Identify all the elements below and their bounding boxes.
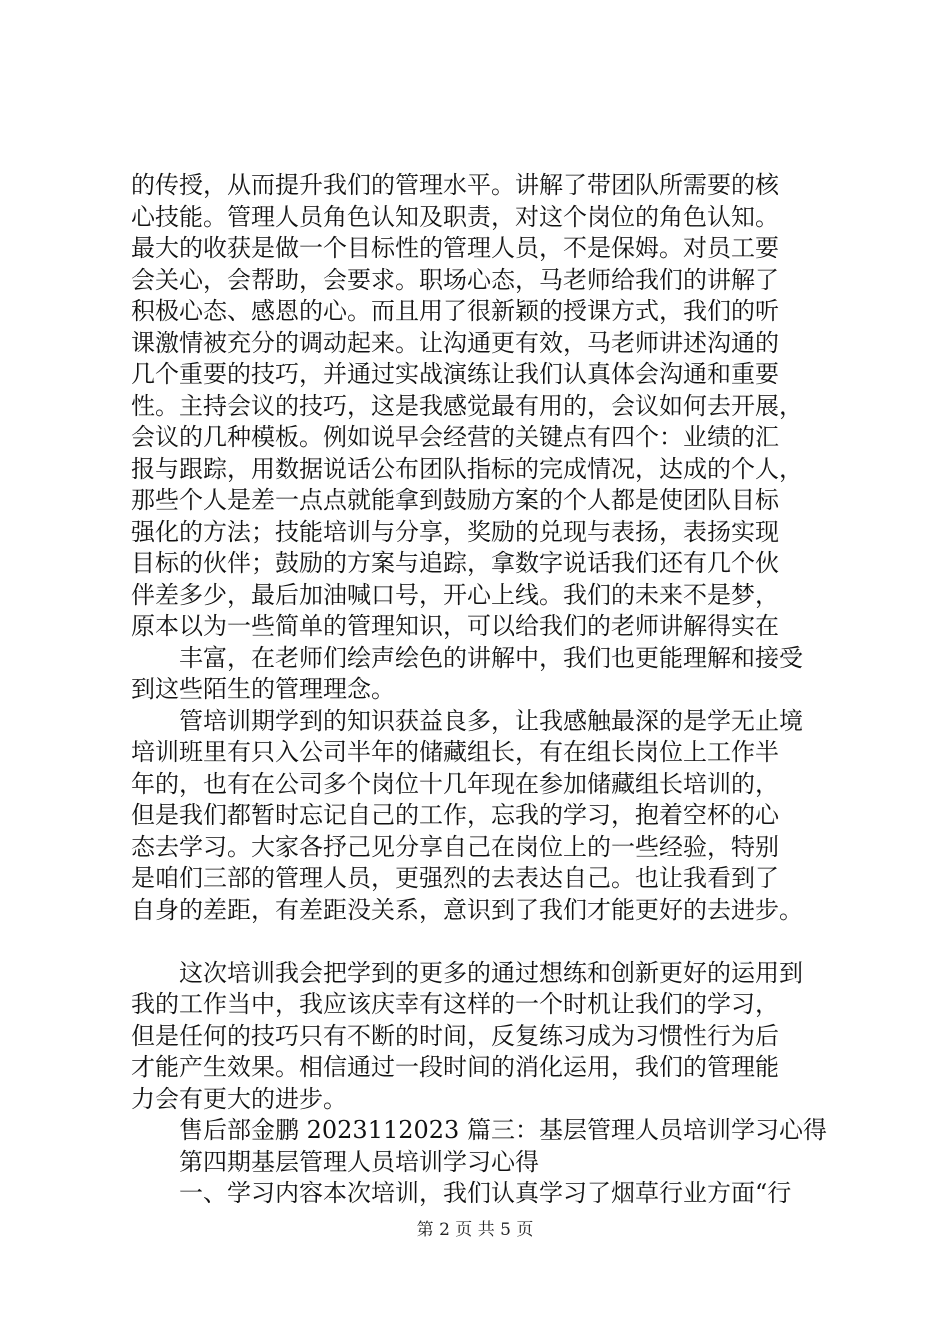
body-text xyxy=(131,170,861,1210)
text-line: 年的，也有在公司多个岗位十几年现在参加储藏组长培训的， xyxy=(131,769,779,798)
text-line: 那些个人是差一点点就能拿到鼓励方案的个人都是使团队目标 xyxy=(131,486,779,514)
text-line: 丰富，在老师们绘声绘色的讲解中，我们也更能理解和接受 xyxy=(179,643,803,672)
text-line: 报与跟踪，用数据说话公布团队指标的完成情况，达成的个人， xyxy=(131,454,803,483)
paragraph-5: 售后部金鹏 2023112023 篇三：基层管理人员培训学习心得 xyxy=(179,1116,827,1144)
text-line: 力会有更大的进步。 xyxy=(131,1084,347,1113)
paragraph-4 xyxy=(131,958,861,1116)
text-line: 伴差多少，最后加油喊口号，开心上线。我们的未来不是梦， xyxy=(131,580,779,609)
text-line: 态去学习。大家各抒己见分享自己在岗位上的一些经验，特别 xyxy=(131,832,779,861)
text-line: 的传授，从而提升我们的管理水平。讲解了带团队所需要的核 xyxy=(131,171,779,199)
text-line: 几个重要的技巧，并通过实战演练让我们认真体会沟通和重要 xyxy=(131,360,779,388)
text-line: 培训班里有只入公司半年的储藏组长，有在组长岗位上工作半 xyxy=(131,738,779,766)
paragraph-7: 一、学习内容本次培训，我们认真学习了烟草行业方面“行 xyxy=(179,1179,792,1207)
text-line: 但是我们都暂时忘记自己的工作，忘我的学习，抱着空杯的心 xyxy=(131,801,779,829)
text-line: 心技能。管理人员角色认知及职责，对这个岗位的角色认知。 xyxy=(131,202,779,231)
text-line: 最大的收获是做一个目标性的管理人员，不是保姆。对员工要 xyxy=(131,234,779,262)
text-line: 目标的伙伴；鼓励的方案与追踪，拿数字说话我们还有几个伙 xyxy=(131,549,779,577)
text-line: 到这些陌生的管理理念。 xyxy=(131,675,395,703)
text-line: 但是任何的技巧只有不断的时间，反复练习成为习惯性行为后 xyxy=(131,1021,779,1050)
paragraph-6: 第四期基层管理人员培训学习心得 xyxy=(179,1147,539,1176)
text-line: 性。主持会议的技巧，这是我感觉最有用的，会议如何去开展， xyxy=(131,391,803,420)
text-line: 会议的几种模板。例如说早会经营的关键点有四个：业绩的汇 xyxy=(131,423,779,451)
text-line: 积极心态、感恩的心。而且用了很新颖的授课方式，我们的听 xyxy=(131,297,779,325)
paragraph-3 xyxy=(131,706,861,927)
text-line: 才能产生效果。相信通过一段时间的消化运用，我们的管理能 xyxy=(131,1053,779,1081)
text-line: 课激情被充分的调动起来。让沟通更有效，马老师讲述沟通的 xyxy=(131,328,779,357)
blank-line xyxy=(131,926,861,958)
text-line: 自身的差距，有差距没关系，意识到了我们才能更好的去进步。 xyxy=(131,895,803,924)
paragraph-2 xyxy=(131,643,861,706)
page-footer: 第 2 页 共 5 页 xyxy=(416,1220,534,1240)
text-line: 是咱们三部的管理人员，更强烈的去表达自己。也让我看到了 xyxy=(131,864,779,892)
text-line: 强化的方法；技能培训与分享，奖励的兑现与表扬，表扬实现 xyxy=(131,517,779,546)
text-line: 原本以为一些简单的管理知识，可以给我们的老师讲解得实在 xyxy=(131,612,779,640)
paragraph-1 xyxy=(131,170,861,643)
text-line: 这次培训我会把学到的更多的通过想练和创新更好的运用到 xyxy=(179,958,803,987)
text-line: 管培训期学到的知识获益良多，让我感触最深的是学无止境 xyxy=(179,706,803,735)
text-line: 我的工作当中，我应该庆幸有这样的一个时机让我们的学习， xyxy=(131,990,779,1018)
text-line: 会关心，会帮助，会要求。职场心态，马老师给我们的讲解了 xyxy=(131,265,779,294)
